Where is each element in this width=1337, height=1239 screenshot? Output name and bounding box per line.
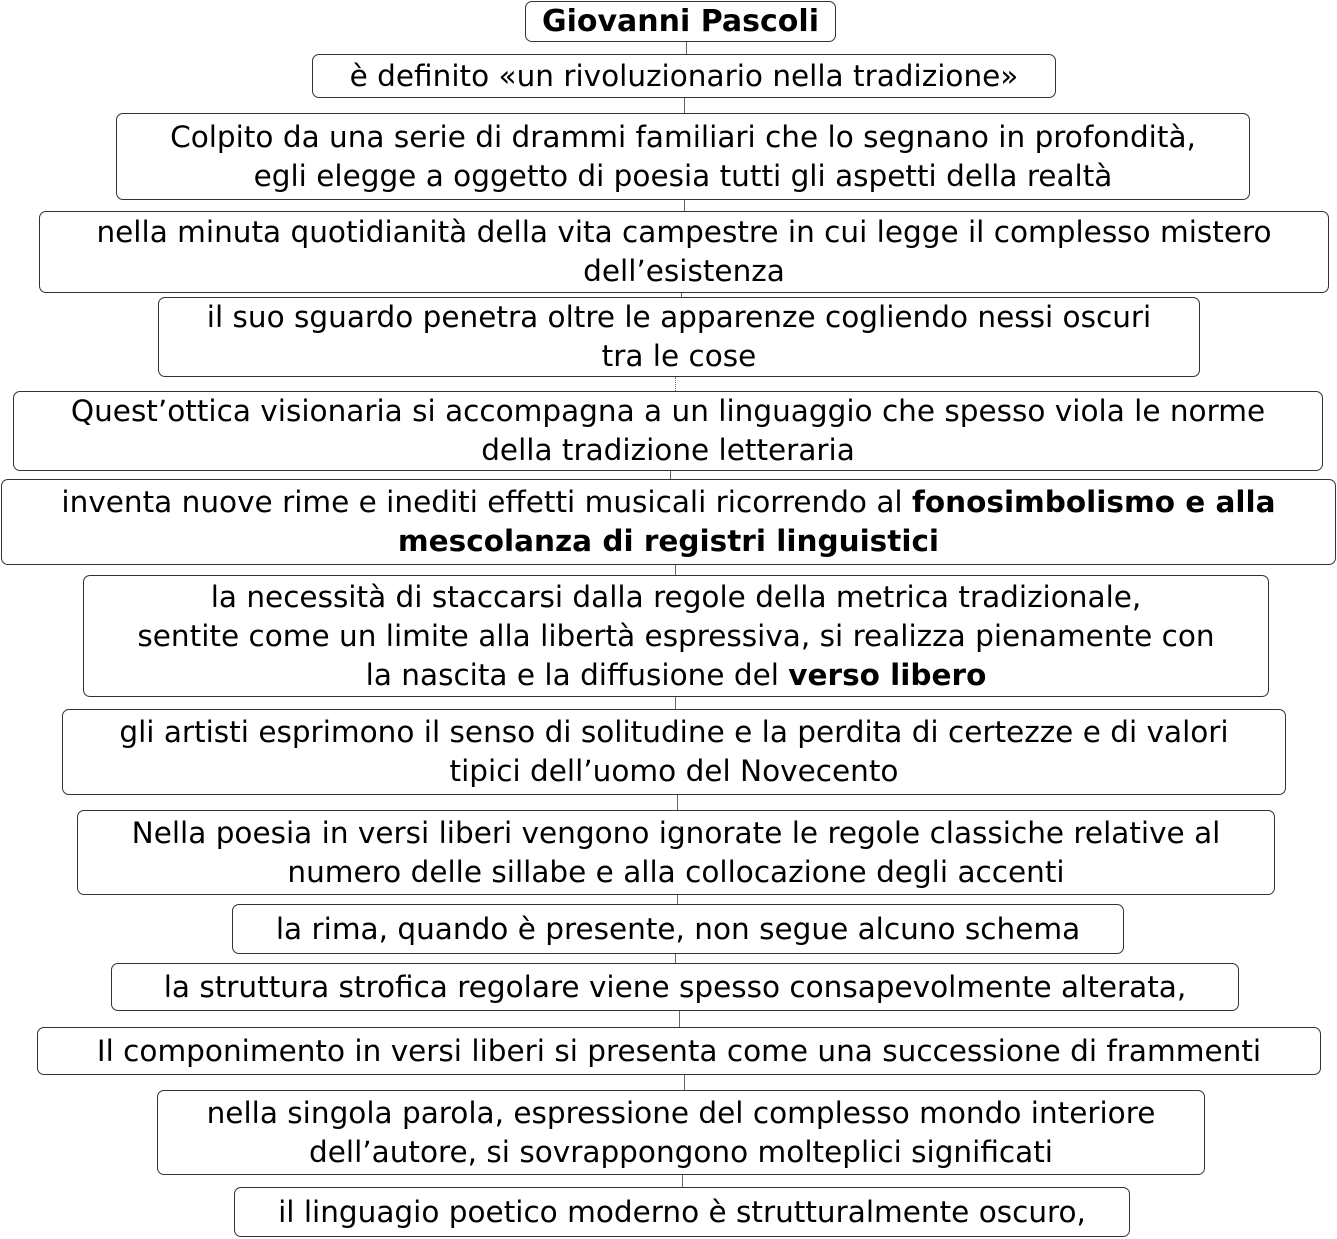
connector bbox=[675, 697, 676, 709]
concept-node bbox=[312, 54, 1056, 98]
node-text-line bbox=[542, 2, 819, 41]
node-text bbox=[170, 118, 1196, 196]
connector bbox=[677, 895, 678, 904]
connector bbox=[675, 954, 676, 963]
text-segment: Quest’ottica visionaria si accompagna a un linguaggio che spesso viola le norme bbox=[70, 394, 1266, 428]
text-segment: il suo sguardo penetra oltre le apparenze cogliendo nessi oscuri bbox=[206, 300, 1152, 334]
node-text bbox=[132, 814, 1221, 892]
concept-node bbox=[62, 709, 1286, 795]
node-text bbox=[137, 578, 1214, 695]
concept-node bbox=[1, 479, 1336, 565]
node-text-line bbox=[96, 213, 1271, 252]
node-text bbox=[71, 392, 1265, 470]
node-text-line bbox=[71, 392, 1265, 431]
concept-node bbox=[37, 1027, 1321, 1075]
concept-node bbox=[83, 575, 1269, 697]
text-segment: egli elegge a oggetto di poesia tutti gli aspetti della realtà bbox=[253, 158, 1113, 193]
node-text bbox=[61, 483, 1275, 561]
text-segment: dell’autore, si sovrappongono molteplici significati bbox=[309, 1134, 1053, 1169]
node-text-line bbox=[61, 522, 1275, 561]
concept-node bbox=[234, 1187, 1130, 1237]
concept-node-title bbox=[525, 1, 836, 42]
node-text bbox=[164, 968, 1187, 1007]
text-segment: tra le cose bbox=[601, 339, 757, 373]
concept-node bbox=[157, 1090, 1205, 1175]
text-segment: Nella poesia in versi liberi vengono ignorate le regole classiche relative al bbox=[131, 815, 1221, 850]
text-segment: la nascita e la diffusione del bbox=[365, 657, 789, 692]
node-text-line bbox=[71, 431, 1265, 470]
connector bbox=[684, 98, 685, 113]
node-text-line bbox=[119, 713, 1228, 752]
connector bbox=[675, 565, 676, 575]
node-text bbox=[97, 1032, 1261, 1071]
text-segment: è definito «un rivoluzionario nella tradizione» bbox=[349, 58, 1019, 93]
node-text-line bbox=[278, 1193, 1086, 1232]
node-text-line bbox=[207, 337, 1151, 376]
concept-node bbox=[39, 211, 1329, 293]
text-segment: la struttura strofica regolare viene spesso consapevolmente alterata, bbox=[163, 969, 1187, 1004]
node-text-line bbox=[61, 483, 1275, 522]
node-text bbox=[276, 910, 1080, 949]
text-segment: il linguagio poetico moderno è strutturalmente oscuro, bbox=[278, 1194, 1086, 1229]
text-segment: inventa nuove rime e inediti effetti musicali ricorrendo al bbox=[61, 485, 913, 519]
node-text-line bbox=[170, 118, 1196, 157]
node-text-line bbox=[276, 910, 1080, 949]
text-segment: Il componimento in versi liberi si presenta come una successione di frammenti bbox=[96, 1033, 1262, 1068]
node-text-line bbox=[97, 1032, 1261, 1071]
node-text-line bbox=[132, 853, 1221, 892]
node-text-line bbox=[132, 814, 1221, 853]
node-text bbox=[207, 1094, 1156, 1172]
node-text bbox=[350, 57, 1019, 96]
node-text-line bbox=[137, 656, 1214, 695]
node-text-line bbox=[137, 617, 1214, 656]
text-segment: nella minuta quotidianità della vita campestre in cui legge il complesso mistero bbox=[96, 215, 1272, 249]
node-text-line bbox=[96, 252, 1271, 291]
text-segment: sentite come un limite alla libertà espressiva, si realizza pienamente con bbox=[137, 618, 1215, 653]
text-segment: la necessità di staccarsi dalla regole della metrica tradizionale, bbox=[210, 579, 1142, 614]
node-text-line bbox=[170, 157, 1196, 196]
concept-node bbox=[111, 963, 1239, 1011]
node-text-line bbox=[119, 752, 1228, 791]
node-text bbox=[278, 1193, 1086, 1232]
text-segment: numero delle sillabe e alla collocazione degli accenti bbox=[287, 854, 1065, 889]
connector bbox=[675, 377, 676, 391]
node-text-line bbox=[207, 1133, 1156, 1172]
node-text bbox=[119, 713, 1228, 791]
concept-node bbox=[232, 904, 1124, 954]
concept-node bbox=[158, 297, 1200, 377]
connector bbox=[679, 1011, 680, 1027]
node-text-line bbox=[164, 968, 1187, 1007]
connector bbox=[684, 1075, 685, 1090]
text-segment: nella singola parola, espressione del complesso mondo interiore bbox=[206, 1095, 1156, 1130]
concept-node bbox=[116, 113, 1250, 200]
node-text bbox=[542, 2, 819, 41]
connector bbox=[682, 1175, 683, 1187]
node-text-line bbox=[207, 298, 1151, 337]
node-text-line bbox=[350, 57, 1019, 96]
bold-text: Giovanni Pascoli bbox=[541, 4, 819, 39]
node-text bbox=[96, 213, 1271, 291]
connector bbox=[686, 42, 687, 54]
text-segment: la rima, quando è presente, non segue alcuno schema bbox=[275, 911, 1081, 946]
connector bbox=[670, 471, 671, 479]
bold-text: fonosimbolismo e alla bbox=[912, 485, 1276, 519]
text-segment: della tradizione letteraria bbox=[481, 433, 855, 467]
node-text bbox=[207, 298, 1151, 376]
connector bbox=[677, 795, 678, 810]
bold-text: verso libero bbox=[788, 657, 987, 692]
concept-node bbox=[13, 391, 1323, 471]
connector bbox=[684, 200, 685, 211]
text-segment: dell’esistenza bbox=[583, 254, 785, 288]
bold-text: mescolanza di registri linguistici bbox=[397, 524, 940, 558]
node-text-line bbox=[137, 578, 1214, 617]
text-segment: gli artisti esprimono il senso di solitudine e la perdita di certezze e di valori bbox=[119, 715, 1229, 749]
node-text-line bbox=[207, 1094, 1156, 1133]
text-segment: Colpito da una serie di drammi familiari che lo segnano in profondità, bbox=[170, 119, 1196, 154]
concept-node bbox=[77, 810, 1275, 895]
text-segment: tipici dell’uomo del Novecento bbox=[449, 754, 899, 788]
